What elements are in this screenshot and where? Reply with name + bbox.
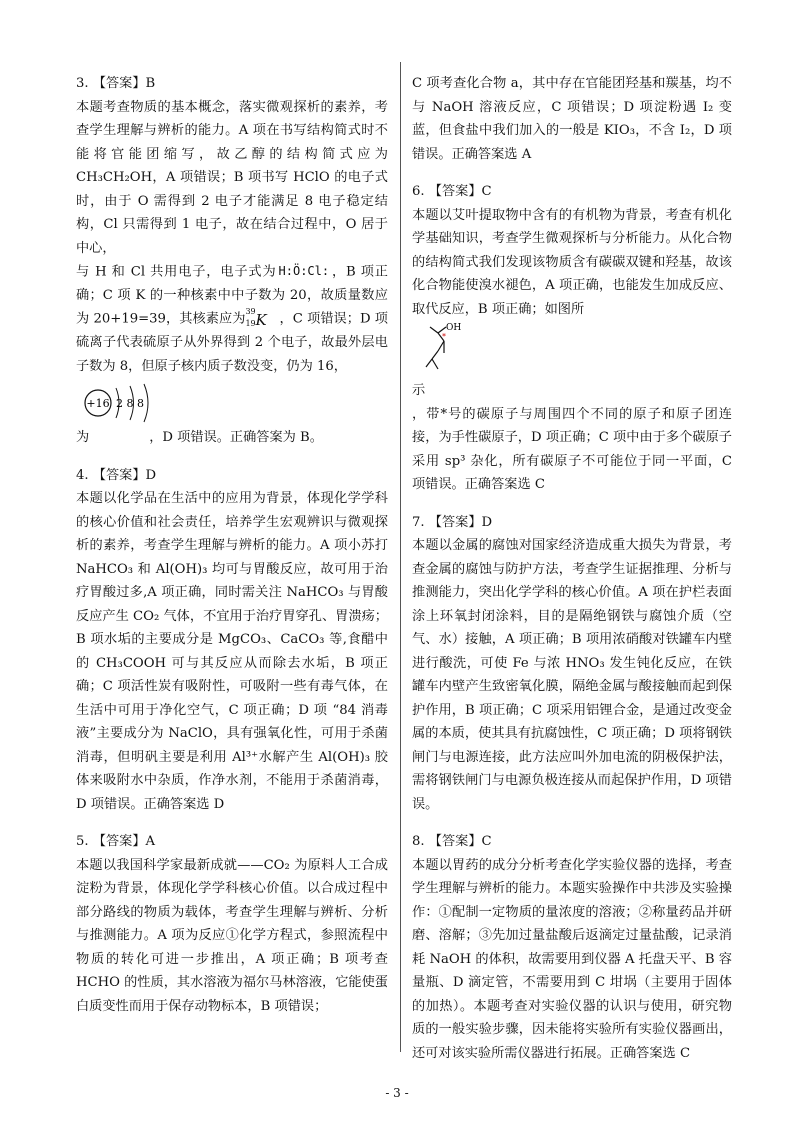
question-6: 6. 【答案】C 本题以艾叶提取物中含有的有机物为背景，考查有机化学基础知识，考查学生微观探析与分析能力。从化合物的结构简式我们发现该物质含有碳碳双键和羟基，故该化合物能使溴水褪色，A 项正确，也能发生加成反应、取代反应，B 项正确；如图所 * OH 示 ，带*号的碳原子与周围四个不同的原子和原子团连接，为手性碳原子，D 项正确；C 项中由于多个碳原子采用 sp³ 杂化，所有碳原子不可能位于同一平面，C 项错误。正确答案选 C xyxy=(412,180,732,497)
question-3: 3. 【答案】B 本题考查物质的基本概念，落实微观探析的素养，考查学生理解与辨析的能力。A 项在书写结构简式时不能将官能团缩写，故乙醇的结构简式应为 CH₃CH₂OH，A 项错误；B 项书写 HClO 的电子式时，由于 O 需得到 2 电子才能满足 8 电子稳定结构，Cl 只需得到 1 电子，故在结合过程中，O 居于中心， 与 H 和 Cl 共用电子，电子式为 H:Ö:Cl: ，B 项正确；C 项 K 的一种核素中中子数为 20，故质量数应为 20+19=39，其核素应为 39 19 K ，C 项错误；D 项硫离子代表硫原子从外界得到 2 个电子，故最外层电子数为 8，但原子核内质子数没变，仍为 16， +16 2 8 8 为 ，D 项错误。正确答案为 B。 xyxy=(76,72,388,450)
answer-heading: 8. 【答案】C xyxy=(412,834,492,849)
molecule-structure-figure xyxy=(412,321,732,379)
explanation-text: 本题以化学品在生活中的应用为背景，体现化学学科的核心价值和社会责任，培养学生宏观辨识与微观探析的素养，考查学生理解与辨析的能力。A 项小苏打 NaHCO₃ 和 Al(OH)₃ 均可与胃酸反应，故可用于治疗胃酸过多,A 项正确，同时需关注 NaHCO₃ 与胃酸反应产生 CO₂ 气体，不宜用于治疗胃穿孔、胃溃疡；B 项水垢的主要成分是 MgCO₃、CaCO₃ 等,食醋中的 CH₃COOH 可与其反应从而除去水垢，B 项正确；C 项活性炭有吸附性，可吸附一些有毒气体，在生活中可用于净化空气，C 项正确；D 项 “84 消毒液”主要成分为 NaClO，具有强氧化性，可用于杀菌消毒，但明矾主要是利用 Al³⁺水解产生 Al(OH)₃ 胶体来吸附水中杂质，作净水剂，不能用于杀菌消毒，D 项错误。正确答案选 D xyxy=(76,491,388,812)
right-column xyxy=(412,72,732,1065)
question-5-continued xyxy=(412,72,732,166)
answer-heading: 4. 【答案】D xyxy=(76,467,157,483)
page-number: - 3 - xyxy=(385,1086,409,1100)
explanation-text: C 项考查化合物 a，其中存在官能团羟基和羰基，均不与 NaOH 溶液反应，C 项错误；D 项淀粉遇 I₂ 变蓝，但食盐中我们加入的一般是 KIO₃，不含 I₂，D 项错误。正确答案选 A xyxy=(412,76,732,162)
explanation-text: 本题以胃药的成分分析考查化学实验仪器的选择，考查学生理解与辨析的能力。本题实验操作中共涉及实验操作：①配制一定物质的量浓度的溶液；②称量药品并研磨、溶解；③先加过量盐酸后返滴定过量盐酸，记录消耗 NaOH 的体积，故需要用到仪器 A 托盘天平、B 容量瓶、D 滴定管，不需要用到 C 坩埚（主要用于固体的加热）。本题考查对实验仪器的认识与使用，研究物质的一般实验步骤，因未能将实验所有实验仪器画出，还可对该实验所需仪器进行拓展。正确答案选 C xyxy=(412,857,732,1061)
k-nuclide-symbol: 39 19 K xyxy=(245,307,267,330)
question-8 xyxy=(412,830,732,1065)
explanation-text: ，带*号的碳原子与周围四个不同的原子和原子团连接，为手性碳原子，D 项正确；C 项中由于多个碳原子采用 sp³ 杂化，所有碳原子不可能位于同一平面，C 项错误。正确答案选 C xyxy=(412,406,732,492)
svg-text:OH: OH xyxy=(446,323,462,333)
question-4 xyxy=(76,464,388,817)
question-5 xyxy=(76,830,388,1018)
svg-text:2 8 8: 2 8 8 xyxy=(116,397,144,411)
answer-heading: 3. 【答案】B xyxy=(76,76,156,91)
explanation-text: 本题以金属的腐蚀对国家经济造成重大损失为背景，考查金属的腐蚀与防护方法，考查学生证据推理、分析与推测能力，突出化学学科的核心价值。A 项在护栏表面涂上环氧封闭涂料，目的是隔绝钢铁与腐蚀介质（空气、水）接触，A 项正确；B 项用浓硝酸对铁罐车内壁进行酸洗，可使 Fe 与浓 HNO₃ 发生钝化反应，在铁罐车内壁产生致密氧化膜，隔绝金属与酸接触而起到保护作用，B 项正确；C 项采用铝锂合金，是通过改变金属的本质，使其具有抗腐蚀性，C 项正确；D 项将钢铁闸门与电源连接，此方法应叫外加电流的阴极保护法，需将钢铁闸门与电源负极连接从而起保护作用，D 项错误。 xyxy=(412,538,732,812)
left-column xyxy=(76,72,388,1018)
explanation-text: 本题以我国科学家最新成就——CO₂ 为原料人工合成淀粉为背景，体现化学学科核心价值。以合成过程中部分路线的物质为载体，考查学生理解与辨析、分析与推测能力。A 项为反应①化学方程式，参照流程中物质的转化可进一步推出，A 项正确；B 项考查 HCHO 的性质，其水溶液为福尔马林溶液，它能使蛋白质变性而用于保存动物标本，B 项错误； xyxy=(76,857,388,1014)
hclo-lewis-structure: H:Ö:Cl: xyxy=(278,264,330,278)
svg-text:*: * xyxy=(442,332,446,341)
explanation-text: 本题考查物质的基本概念，落实微观探析的素养，考查学生理解与辨析的能力。A 项在书写结构简式时不能将官能团缩写，故乙醇的结构简式应为 CH₃CH₂OH，A 项错误；B 项书写 HClO 的电子式时，由于 O 需得到 2 电子才能满足 8 电子稳定结构，Cl 只需得到 1 电子，故在结合过程中，O 居于中心， 与 H 和 Cl 共用电子，电子式为 H:Ö:Cl: ，B 项正确；C 项 K 的一种核素中中子数为 20，故质量数应为 20+19=39，其核素应为 39 19 K ，C 项错误；D 项硫离子代表硫原子从外界得到 2 个电子，故最外层电子数为 8，但原子核内质子数没变，仍为 16， xyxy=(76,99,388,374)
sulfide-ion-structure-diagram xyxy=(76,380,388,426)
explanation-text: 本题以艾叶提取物中含有的有机物为背景，考查有机化学基础知识，考查学生微观探析与分析能力。从化合物的结构简式我们发现该物质含有碳碳双键和羟基，故该化合物能使溴水褪色，A 项正确，也能发生加成反应、取代反应，B 项正确；如图所 xyxy=(412,207,732,317)
question-7 xyxy=(412,511,732,817)
answer-heading: 5. 【答案】A xyxy=(76,834,156,850)
answer-heading: 7. 【答案】D xyxy=(412,514,493,530)
svg-text:+16: +16 xyxy=(86,397,110,411)
column-divider xyxy=(400,62,401,1052)
answer-heading: 6. 【答案】C xyxy=(412,184,492,199)
